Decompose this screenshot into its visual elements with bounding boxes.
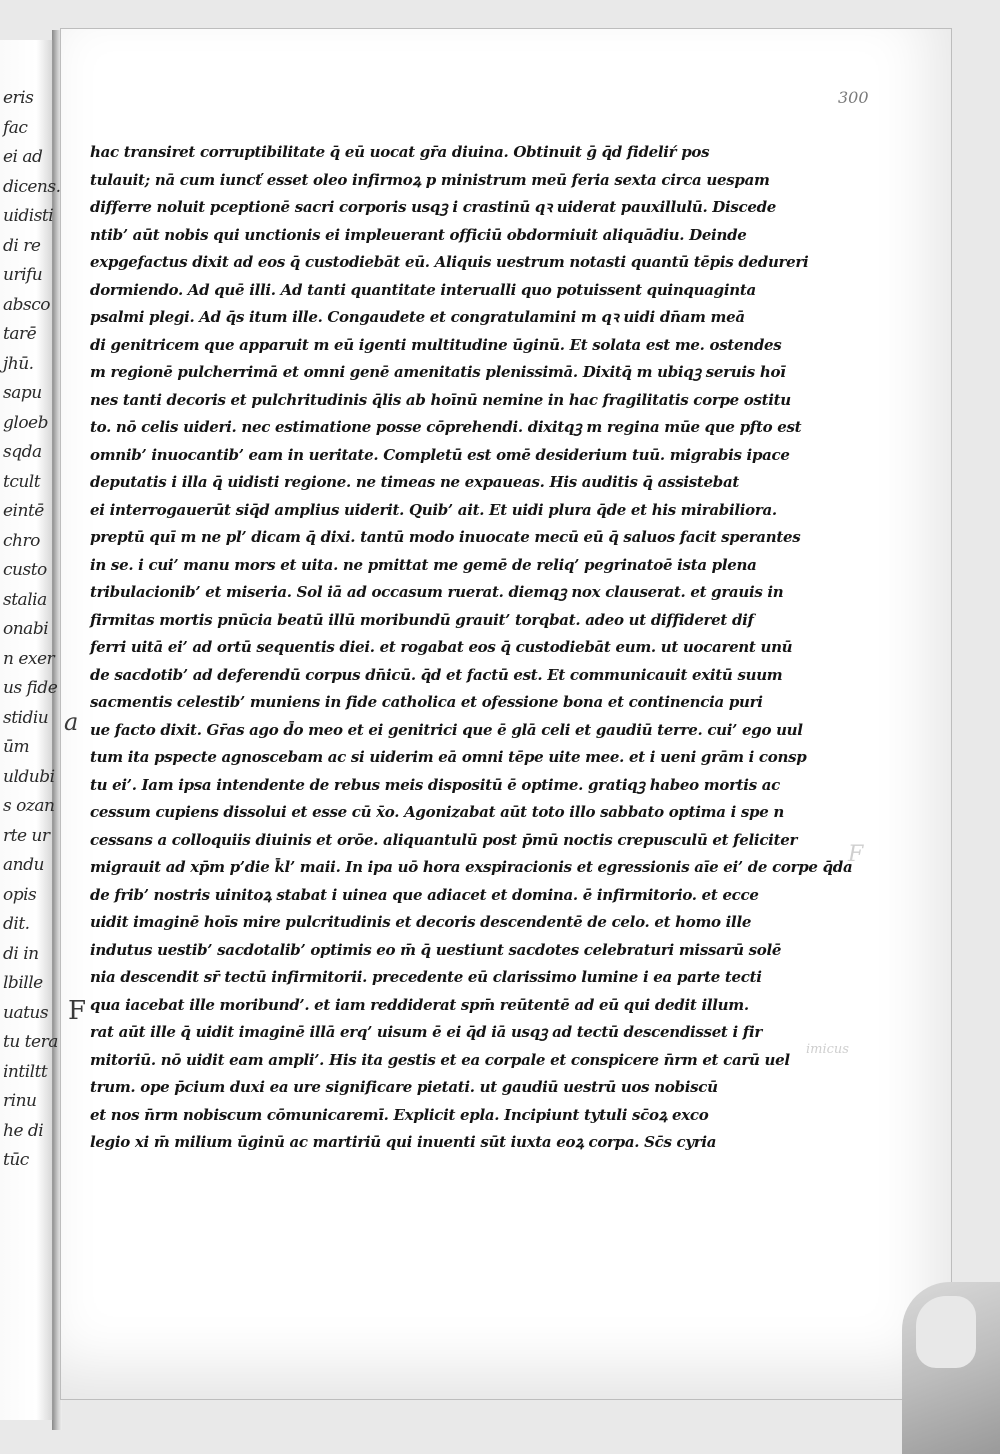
text-line: firmitas mortis pnūcia beatū illū moribundū grauit’ torqbat. adeo ut diffideret dif bbox=[90, 610, 754, 629]
facing-page-fragment: eris bbox=[3, 88, 34, 108]
text-line: sacmentis celestib’ muniens in fide catholica et ofessione bona et continencia puri bbox=[90, 693, 763, 711]
folio-number: 300 bbox=[838, 88, 869, 107]
text-line: ntib’ aūt nobis qui unctionis ei impleuerant officiū obdormiuit aliquādiu. Deinde bbox=[90, 225, 747, 244]
facing-page-fragment: di in bbox=[3, 943, 39, 964]
facing-page-fragment: uldubi bbox=[3, 766, 55, 787]
facing-page-fragment: onabi bbox=[3, 619, 49, 639]
text-line: trum. ope p̄cium duxi ea ure significare pietati. ut gaudiū uestrū uos nobiscū bbox=[90, 1078, 718, 1096]
text-line: legio xi m̄ milium ūginū ac martiriū qui inuenti sūt iuxta eoꝝ corpa. Sc̄s cyria bbox=[90, 1133, 717, 1151]
facing-page-fragment: n exer bbox=[3, 648, 55, 669]
facing-page-fragment: jhū. bbox=[3, 353, 34, 374]
facing-page-fragment: sqda bbox=[3, 442, 42, 462]
holding-thumb bbox=[902, 1282, 1000, 1454]
facing-page-fragment: tarē bbox=[3, 324, 37, 344]
text-line: et nos n̄rm nobiscum cōmunicaremī. Explicit epla. Incipiunt tytuli sc̄oꝝ exco bbox=[90, 1105, 709, 1124]
text-line: rat aūt ille q̄ uidit imaginē illā erq’ uisum ē ei q̄d iā usqꝫ ad tectū descendisset i fir bbox=[90, 1023, 762, 1041]
thumbnail-nail bbox=[916, 1296, 976, 1368]
text-line: dormiendo. Ad quē illi. Ad tanti quantitate interualli quo potuissent quinquaginta bbox=[90, 280, 756, 299]
facing-page-fragment: eintē bbox=[3, 501, 44, 521]
text-line: tulauit; nā cum iuncť esset oleo infirmoꝝ p ministrum meū feria sexta circa uespam bbox=[90, 170, 770, 189]
facing-page-fragment: lbille bbox=[3, 973, 43, 993]
facing-page-fragment: s ozan bbox=[3, 796, 55, 816]
marginal-letter-f: F bbox=[68, 996, 87, 1026]
facing-page-fragment: uidisti bbox=[3, 206, 54, 226]
facing-page-fragment: ūm bbox=[3, 737, 30, 757]
facing-page-fragment: uatus bbox=[3, 1002, 49, 1023]
text-line: mitoriū. nō uidit eam ampli’. His ita gestis et ea corpale et conspicere n̄rm et carū uel bbox=[90, 1050, 790, 1069]
facing-page-fragment: tu tera bbox=[3, 1032, 58, 1052]
text-line: deputatis i illa q̄ uidisti regione. ne timeas ne expaueas. His auditis q̄ assistebat bbox=[90, 473, 739, 491]
facing-page-fragment: he di bbox=[3, 1120, 44, 1141]
text-line: omnib’ inuocantib’ eam in ueritate. Completū est omē desiderium tuū. migrabis ipace bbox=[90, 445, 790, 464]
faint-bleed-text: imicus bbox=[806, 1042, 849, 1057]
text-line: m regionē pulcherrimā et omni genē amenitatis plenissimā. Dixitq̄ m ubiqꝫ seruis hoī bbox=[90, 363, 786, 381]
text-line: differre noluit pceptionē sacri corporis usqꝫ i crastinū qꝛ uiderat pauxillulū. Discede bbox=[90, 198, 777, 216]
facing-page-fragment: rinu bbox=[3, 1091, 37, 1111]
facing-page-fragment: chro bbox=[3, 530, 40, 551]
marginal-letter-a: a bbox=[64, 708, 79, 736]
text-line: to. nō celis uideri. nec estimatione posse cōprehendi. dixitqꝫ m regina mūe que pfto est bbox=[90, 418, 802, 436]
facing-page-fragment: dit. bbox=[3, 914, 30, 934]
text-line: tu ei’. Iam ipsa intendente de rebus meis dispositū ē optime. gratiqꝫ habeo mortis ac bbox=[90, 775, 781, 794]
facing-page-fragment: opis bbox=[3, 884, 37, 905]
facing-page-edge bbox=[0, 40, 61, 1420]
text-line: di genitricem que apparuit m eū igenti multitudine ūginū. Et solata est me. ostendes bbox=[90, 335, 782, 354]
facing-page-fragment: fac bbox=[3, 117, 28, 138]
facing-page-fragment: dicens. bbox=[3, 176, 61, 197]
facing-page-fragment: custo bbox=[3, 560, 47, 580]
text-line: ei interrogauerūt siq̄d amplius uiderit. Quib’ ait. Et uidi plura q̄de et his mirabiliora. bbox=[90, 500, 777, 519]
text-line: tum ita pspecte agnoscebam ac si uiderim eā omni tēpe uite mee. et i ueni grām i consp bbox=[90, 748, 807, 766]
text-line: qua iacebat ille moribund’. et iam reddiderat spm̄ reūtentē ad eū qui dedit illum. bbox=[90, 995, 749, 1014]
text-line: preptū quī m ne pl’ dicam q̄ dixi. tantū modo inuocate mecū eū q̄ saluos facit sperantes bbox=[90, 528, 801, 546]
facing-page-fragment: ei ad bbox=[3, 147, 43, 167]
facing-page-fragment: tūc bbox=[3, 1150, 29, 1170]
text-line: tribulacionib’ et miseria. Sol iā ad occasum ruerat. diemqꝫ nox clauserat. et grauis in bbox=[90, 583, 784, 601]
facing-page-fragment: stalia bbox=[3, 589, 47, 610]
text-line: nia descendit sr̄ tectū infirmitorii. precedente eū clarissimo lumine i ea parte tecti bbox=[90, 968, 762, 986]
facing-page-fragment: gloeb bbox=[3, 412, 48, 433]
facing-page-fragment: sapu bbox=[3, 383, 42, 403]
facing-page-fragment: us fide bbox=[3, 678, 58, 698]
text-line: in se. i cui’ manu mors et uita. ne pmittat me gemē de reliq’ pegrinatoē ista plena bbox=[90, 555, 757, 574]
facing-page-fragment: intiltt bbox=[3, 1061, 48, 1082]
text-line: de sacdotib’ ad deferendū corpus dn̄icū. q̄d et factū est. Et communicauit exitū suum bbox=[90, 665, 783, 684]
text-line: psalmi plegi. Ad q̄s itum ille. Congaudete et congratulamini m qꝛ uidi dn̄am meā bbox=[90, 308, 745, 326]
text-line: hac transiret corruptibilitate q̄ eū uocat gr̄a diuina. Obtinuit ḡ q̄d fideliŕ pos bbox=[90, 143, 710, 161]
text-line: indutus uestib’ sacdotalib’ optimis eo m̄ q̄ uestiunt sacdotes celebraturi missarū solē bbox=[90, 940, 782, 959]
text-line: uidit imaginē hoīs mire pulcritudinis et decoris descendentē de celo. et homo ille bbox=[90, 913, 752, 931]
facing-page-fragment: di re bbox=[3, 235, 41, 256]
text-line: cessans a colloquiis diuinis et orōe. aliquantulū post p̄mū noctis crepusculū et feliciter bbox=[90, 830, 798, 849]
text-line: migrauit ad xp̄m p’die k̄l’ maii. In ipa uō hora exspiracionis et egressionis aīe ei’ de corpe q̄da bbox=[90, 858, 853, 876]
text-line: ue facto dixit. Gr̄as ago d̄o meo et ei genitrici que ē glā celi et gaudiū terre. cui’ ego uul bbox=[90, 720, 803, 739]
facing-page-fragment: andu bbox=[3, 855, 44, 875]
facing-page-fragment: tcult bbox=[3, 471, 41, 492]
facing-page-fragment: absco bbox=[3, 294, 50, 315]
text-line: ferri uitā ei’ ad ortū sequentis diei. et rogabat eos q̄ custodiebāt eum. ut uocarent unū bbox=[90, 638, 793, 656]
text-line: nes tanti decoris et pulchritudinis q̄lis ab hoīnū nemine in hac fragilitatis corpe ostitu bbox=[90, 390, 791, 409]
text-line: cessum cupiens dissolui et esse cū x̄o. Agonizabat aūt toto illo sabbato optima i spe n bbox=[90, 803, 784, 821]
facing-page-fragment: stidiu bbox=[3, 707, 49, 728]
text-line: expgefactus dixit ad eos q̄ custodiebāt eū. Aliquis uestrum notasti quantū tēpis dedureri bbox=[90, 253, 809, 271]
facing-page-fragment: urifu bbox=[3, 265, 43, 285]
text-line: de frib’ nostris uinitoꝝ stabat i uinea que adiacet et domina. ē infirmitorio. et ecce bbox=[90, 885, 759, 904]
faint-bleed-letter: F bbox=[848, 842, 864, 867]
facing-page-fragment: rte ur bbox=[3, 825, 50, 846]
